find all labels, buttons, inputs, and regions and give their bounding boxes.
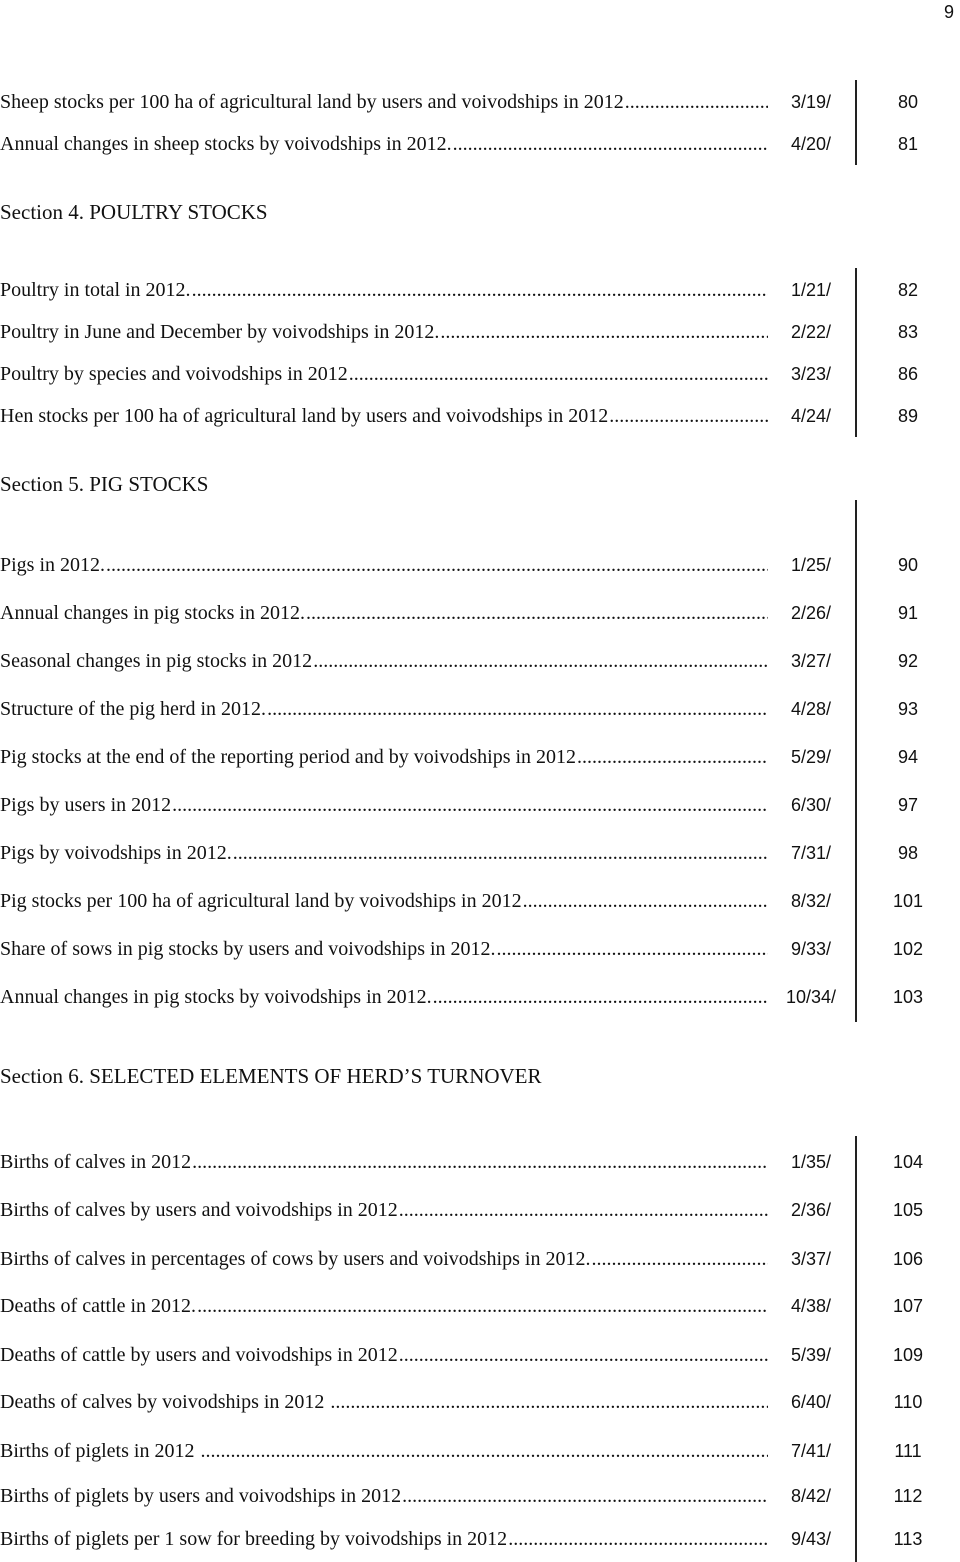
entry-page-number: 91: [897, 603, 919, 623]
entry-title: Births of piglets per 1 sow for breeding by voivodships in 2012 .....: [0, 1526, 768, 1552]
entry-table-number: 6/40/: [790, 1392, 832, 1412]
entry-title: Annual changes in sheep stocks by voivodships in 2012. .....: [0, 131, 768, 157]
entry-page-number: 93: [897, 699, 919, 719]
entry-title: Deaths of cattle in 2012. .....: [0, 1293, 768, 1319]
toc-entry: [0, 1389, 960, 1415]
entry-title: Pig stocks per 100 ha of agricultural land by voivodships in 2012 .....: [0, 888, 768, 914]
toc-entry: [0, 1342, 960, 1368]
entry-table-number: 1/25/: [790, 555, 832, 575]
entry-title: Seasonal changes in pig stocks in 2012 .....: [0, 648, 768, 674]
entry-page-number: 101: [892, 891, 924, 911]
toc-entry: [0, 984, 960, 1010]
entry-page-number: 109: [892, 1345, 924, 1365]
toc-entry: [0, 131, 960, 157]
entry-page-number: 104: [892, 1152, 924, 1172]
entry-table-number: 7/41/: [790, 1441, 832, 1461]
entry-page-number: 103: [892, 987, 924, 1007]
entry-page-number: 105: [892, 1200, 924, 1220]
toc-entry: [0, 936, 960, 962]
entry-page-number: 94: [897, 747, 919, 767]
entry-page-number: 111: [894, 1441, 922, 1461]
toc-entry: [0, 361, 960, 387]
entry-title: Deaths of cattle by users and voivodships in 2012 .....: [0, 1342, 768, 1368]
entry-page-number: 106: [892, 1249, 924, 1269]
entry-page-number: 81: [897, 134, 919, 154]
entry-page-number: 112: [893, 1486, 923, 1506]
entry-title: Poultry by species and voivodships in 2012 .....: [0, 361, 768, 387]
entry-page-number: 97: [897, 795, 919, 815]
toc-entry: [0, 696, 960, 722]
entry-title: Hen stocks per 100 ha of agricultural land by users and voivodships in 2012 .....: [0, 403, 768, 429]
entry-title: Births of calves in percentages of cows by users and voivodships in 2012. .....: [0, 1246, 768, 1272]
toc-entry: [0, 648, 960, 674]
toc-entry: [0, 1483, 960, 1509]
entry-page-number: 98: [897, 843, 919, 863]
entry-table-number: 1/35/: [790, 1152, 832, 1172]
entry-page-number: 110: [893, 1392, 923, 1412]
entry-page-number: 82: [897, 280, 919, 300]
entry-table-number: 4/20/: [790, 134, 832, 154]
entry-table-number: 3/19/: [790, 92, 832, 112]
section-heading: Section 6. SELECTED ELEMENTS OF HERD’S TURNOVER: [0, 1064, 542, 1088]
entry-page-number: 86: [897, 364, 919, 384]
toc-entry: [0, 888, 960, 914]
entry-title: Births of piglets by users and voivodships in 2012 .....: [0, 1483, 768, 1509]
toc-entry: [0, 744, 960, 770]
entry-page-number: 107: [892, 1296, 924, 1316]
entry-table-number: 7/31/: [790, 843, 832, 863]
entry-table-number: 6/30/: [790, 795, 832, 815]
entry-page-number: 102: [892, 939, 924, 959]
toc-entry: [0, 600, 960, 626]
entry-table-number: 2/22/: [790, 322, 832, 342]
entry-page-number: 80: [897, 92, 919, 112]
entry-table-number: 8/32/: [790, 891, 832, 911]
entry-table-number: 3/27/: [790, 651, 832, 671]
entry-title: Deaths of calves by voivodships in 2012 .....: [0, 1389, 768, 1415]
entry-page-number: 92: [897, 651, 919, 671]
entry-table-number: 3/37/: [790, 1249, 832, 1269]
toc-entry: [0, 403, 960, 429]
entry-title: Share of sows in pig stocks by users and voivodships in 2012. .....: [0, 936, 768, 962]
entry-title: Poultry in total in 2012. .....: [0, 277, 768, 303]
entry-title: Pigs by voivodships in 2012. .....: [0, 840, 768, 866]
toc-entry: [0, 840, 960, 866]
entry-title: Pigs in 2012. .....: [0, 552, 768, 578]
entry-table-number: 5/29/: [790, 747, 832, 767]
entry-title: Poultry in June and December by voivodships in 2012. .....: [0, 319, 768, 345]
entry-table-number: 2/36/: [790, 1200, 832, 1220]
entry-table-number: 3/23/: [790, 364, 832, 384]
entry-title: Births of calves by users and voivodships in 2012 .....: [0, 1197, 768, 1223]
toc-entry: [0, 319, 960, 345]
page-number: 9: [943, 2, 954, 22]
entry-title: Pigs by users in 2012 .....: [0, 792, 768, 818]
entry-table-number: 1/21/: [790, 280, 832, 300]
entry-table-number: 4/38/: [790, 1296, 832, 1316]
entry-title: Structure of the pig herd in 2012. .....: [0, 696, 768, 722]
entry-table-number: 2/26/: [790, 603, 832, 623]
toc-entry: [0, 1526, 960, 1552]
entry-page-number: 83: [897, 322, 919, 342]
toc-entry: [0, 1197, 960, 1223]
entry-page-number: 90: [897, 555, 919, 575]
entry-page-number: 89: [897, 406, 919, 426]
entry-page-number: 113: [893, 1529, 923, 1549]
toc-entry: [0, 1438, 960, 1464]
entry-title: Annual changes in pig stocks in 2012. .....: [0, 600, 768, 626]
entry-table-number: 4/28/: [790, 699, 832, 719]
section-heading: Section 4. POULTRY STOCKS: [0, 200, 268, 224]
entry-table-number: 9/43/: [790, 1529, 832, 1549]
section-heading: Section 5. PIG STOCKS: [0, 472, 209, 496]
entry-title: Annual changes in pig stocks by voivodships in 2012. .....: [0, 984, 768, 1010]
toc-entry: [0, 277, 960, 303]
entry-table-number: 9/33/: [790, 939, 832, 959]
entry-table-number: 10/34/: [785, 987, 837, 1007]
toc-entry: [0, 792, 960, 818]
entry-title: Births of piglets in 2012 .....: [0, 1438, 768, 1464]
toc-entry: [0, 1293, 960, 1319]
entry-title: Sheep stocks per 100 ha of agricultural land by users and voivodships in 2012 .....: [0, 89, 768, 115]
toc-entry: [0, 1246, 960, 1272]
entry-title: Births of calves in 2012 .....: [0, 1149, 768, 1175]
toc-entry: [0, 1149, 960, 1175]
toc-entry: [0, 552, 960, 578]
toc-entry: [0, 89, 960, 115]
entry-title: Pig stocks at the end of the reporting period and by voivodships in 2012 .....: [0, 744, 768, 770]
entry-table-number: 5/39/: [790, 1345, 832, 1365]
entry-table-number: 4/24/: [790, 406, 832, 426]
entry-table-number: 8/42/: [790, 1486, 832, 1506]
